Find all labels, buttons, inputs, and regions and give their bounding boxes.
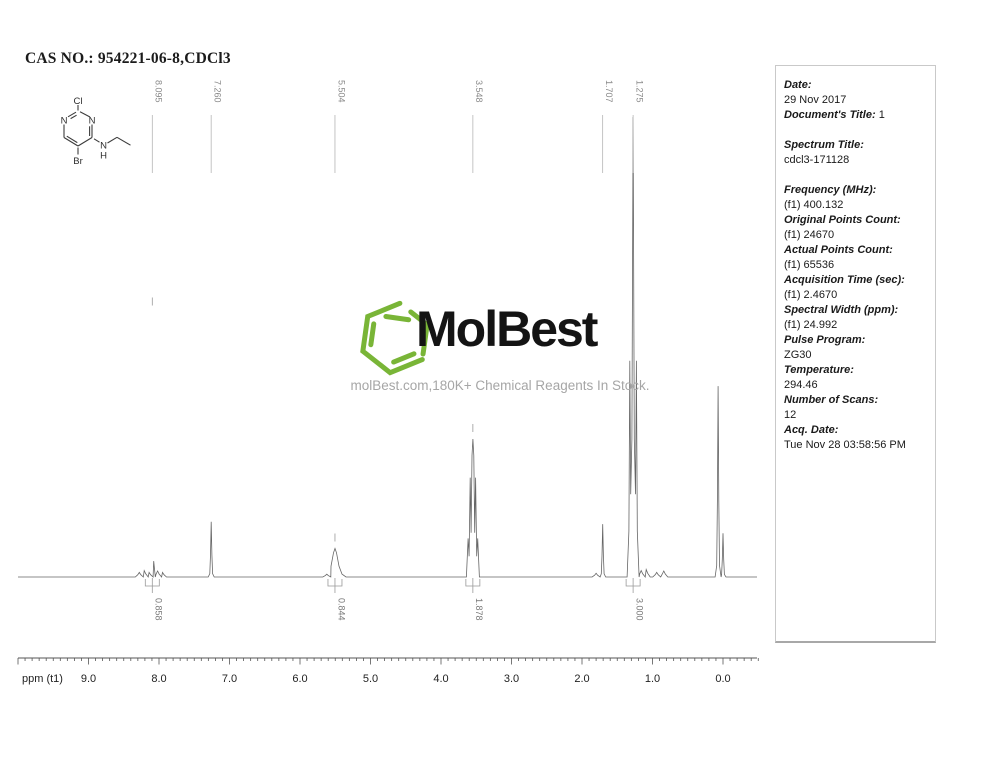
atom-label-n3: N bbox=[88, 115, 96, 127]
parameter-value: 1 bbox=[875, 109, 885, 121]
axis-tick-label: 0.0 bbox=[715, 673, 731, 685]
parameter-value: ZG30 bbox=[784, 349, 812, 361]
parameter-label: Document's Title: bbox=[784, 109, 876, 121]
parameter-item bbox=[784, 183, 927, 198]
parameter-label: Frequency (MHz): bbox=[784, 184, 877, 196]
acquisition-parameters-panel bbox=[775, 65, 936, 643]
atom-label-nh-h: H bbox=[100, 150, 107, 162]
peak-shift-label: 7.260 bbox=[212, 80, 223, 103]
panel-spacer bbox=[784, 123, 927, 138]
parameter-value: (f1) 65536 bbox=[784, 259, 835, 271]
peak-shift-label: 8.095 bbox=[153, 80, 164, 103]
parameter-value: (f1) 24670 bbox=[784, 229, 835, 241]
watermark-tagline: molBest.com,180K+ Chemical Reagents In Stock. bbox=[350, 378, 650, 393]
parameter-label: Acquisition Time (sec): bbox=[784, 274, 905, 286]
parameter-label: Pulse Program: bbox=[784, 334, 866, 346]
logo-wordmark: MolBest bbox=[416, 301, 597, 357]
peak-shift-label: 1.707 bbox=[603, 80, 614, 103]
integral-value-label: 1.878 bbox=[474, 598, 485, 621]
axis-tick-label: 6.0 bbox=[292, 673, 308, 685]
parameter-item bbox=[784, 108, 927, 123]
panel-spacer bbox=[784, 168, 927, 183]
axis-tick-label: 1.0 bbox=[644, 673, 661, 685]
parameter-label: Acq. Date: bbox=[784, 424, 839, 436]
parameter-label: Actual Points Count: bbox=[784, 244, 893, 256]
parameter-item bbox=[784, 78, 927, 93]
peak-shift-label: 5.504 bbox=[336, 80, 347, 103]
peak-shift-label: 1.275 bbox=[634, 80, 645, 103]
watermark-logo bbox=[340, 292, 670, 392]
integral-value-label: 0.844 bbox=[336, 598, 347, 621]
integral-value-label: 3.000 bbox=[634, 598, 645, 621]
parameter-value: 12 bbox=[784, 409, 797, 421]
parameter-label: Number of Scans: bbox=[784, 394, 879, 406]
axis-tick-label: 7.0 bbox=[221, 673, 238, 685]
parameter-label: Original Points Count: bbox=[784, 214, 901, 226]
parameter-item bbox=[784, 243, 927, 258]
parameter-value: (f1) 400.132 bbox=[784, 199, 844, 211]
atom-label-nh-n: N bbox=[100, 140, 107, 152]
parameter-label: Spectrum Title: bbox=[784, 139, 864, 151]
atom-label-n1: N bbox=[60, 115, 68, 127]
atom-label-br: Br bbox=[73, 156, 83, 167]
cas-number-title: CAS NO.: 954221-06-8,CDCl3 bbox=[25, 50, 231, 67]
parameter-item bbox=[784, 273, 927, 288]
parameter-value: cdcl3-171128 bbox=[784, 154, 850, 166]
parameter-value: (f1) 24.992 bbox=[784, 319, 838, 331]
parameter-value: 29 Nov 2017 bbox=[784, 94, 847, 106]
atom-label-cl: Cl bbox=[73, 96, 83, 107]
axis-tick-label: 8.0 bbox=[151, 673, 167, 685]
parameter-item bbox=[784, 363, 927, 378]
parameter-label: Spectral Width (ppm): bbox=[784, 304, 899, 316]
parameter-item bbox=[784, 333, 927, 348]
parameter-value: Tue Nov 28 03:58:56 PM bbox=[784, 439, 906, 451]
axis-tick-label: 9.0 bbox=[80, 673, 97, 685]
axis-tick-label: 4.0 bbox=[433, 673, 449, 685]
axis-tick-label: 2.0 bbox=[574, 673, 590, 685]
axis-unit-label: ppm (t1) bbox=[22, 673, 63, 685]
parameter-item bbox=[784, 213, 927, 228]
axis-tick-label: 5.0 bbox=[362, 673, 379, 685]
parameter-item bbox=[784, 303, 927, 318]
integral-value-label: 0.858 bbox=[153, 598, 164, 621]
parameter-label: Temperature: bbox=[784, 364, 854, 376]
parameter-item bbox=[784, 423, 927, 438]
parameter-value: 294.46 bbox=[784, 379, 818, 391]
parameter-value: (f1) 2.4670 bbox=[784, 289, 838, 301]
parameter-item bbox=[784, 138, 927, 153]
parameter-item bbox=[784, 393, 927, 408]
peak-shift-label: 3.548 bbox=[474, 80, 485, 103]
axis-tick-label: 3.0 bbox=[503, 673, 520, 685]
parameter-label: Date: bbox=[784, 79, 812, 91]
